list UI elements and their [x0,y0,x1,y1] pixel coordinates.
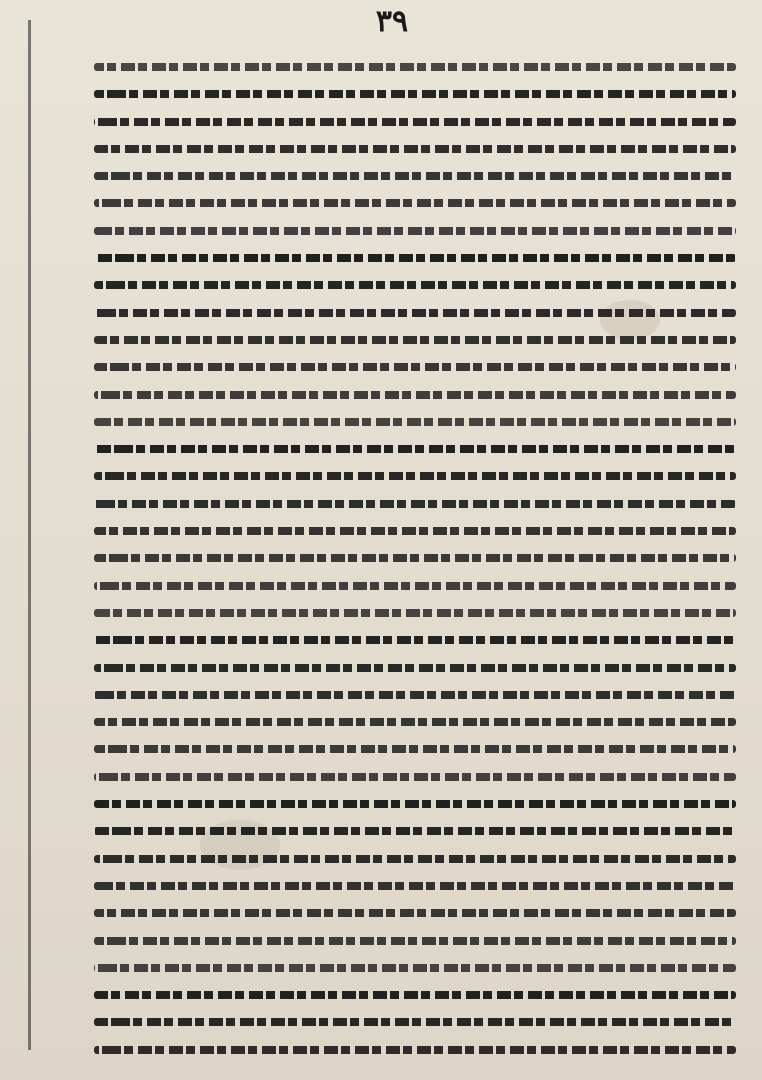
text-line [94,680,736,707]
ink-stroke [94,964,736,972]
ink-stroke [94,691,736,699]
page-number: ۳۹ [375,4,409,39]
text-line [94,980,736,1007]
text-line [94,516,736,543]
ink-stroke [94,199,736,207]
ink-stroke [94,1018,736,1026]
ink-stroke [94,118,736,126]
text-line [94,489,736,516]
ink-stroke [94,609,736,617]
ink-stroke [94,636,736,644]
text-line [94,871,736,898]
ink-stroke [94,909,736,917]
text-line [94,625,736,652]
text-line [94,571,736,598]
ink-stroke [94,800,736,808]
text-line [94,107,736,134]
ink-stroke [94,172,736,180]
text-line [94,216,736,243]
ink-stroke [94,718,736,726]
ink-stroke [94,281,736,289]
margin-rule [28,20,31,1050]
ink-stroke [94,664,736,672]
ink-stroke [94,773,736,781]
text-line [94,816,736,843]
text-line [94,762,736,789]
text-line [94,270,736,297]
text-line [94,79,736,106]
ink-stroke [94,363,736,371]
ink-stroke [94,991,736,999]
text-line [94,407,736,434]
text-line [94,844,736,871]
text-line [94,134,736,161]
text-line [94,161,736,188]
ink-stroke [94,855,736,863]
ink-stroke [94,418,736,426]
ink-stroke [94,63,736,71]
text-line [94,461,736,488]
text-line [94,352,736,379]
ink-stroke [94,227,736,235]
text-line [94,543,736,570]
text-line [94,243,736,270]
ink-stroke [94,254,736,262]
urdu-text-body [94,52,736,1062]
ink-stroke [94,582,736,590]
ink-stroke [94,90,736,98]
text-line [94,789,736,816]
text-line [94,434,736,461]
ink-stroke [94,445,736,453]
text-line [94,298,736,325]
text-line [94,734,736,761]
text-line [94,380,736,407]
text-line [94,325,736,352]
text-line [94,653,736,680]
ink-stroke [94,554,736,562]
ink-stroke [94,336,736,344]
text-line [94,52,736,79]
ink-stroke [94,309,736,317]
ink-stroke [94,1046,736,1054]
ink-stroke [94,145,736,153]
ink-stroke [94,500,736,508]
ink-stroke [94,745,736,753]
ink-stroke [94,937,736,945]
ink-stroke [94,472,736,480]
text-line [94,926,736,953]
ink-stroke [94,391,736,399]
text-line [94,598,736,625]
text-line [94,188,736,215]
text-line [94,898,736,925]
text-line [94,1035,736,1062]
ink-stroke [94,527,736,535]
text-line [94,953,736,980]
text-line [94,707,736,734]
ink-stroke [94,882,736,890]
ink-stroke [94,827,736,835]
text-line [94,1007,736,1034]
